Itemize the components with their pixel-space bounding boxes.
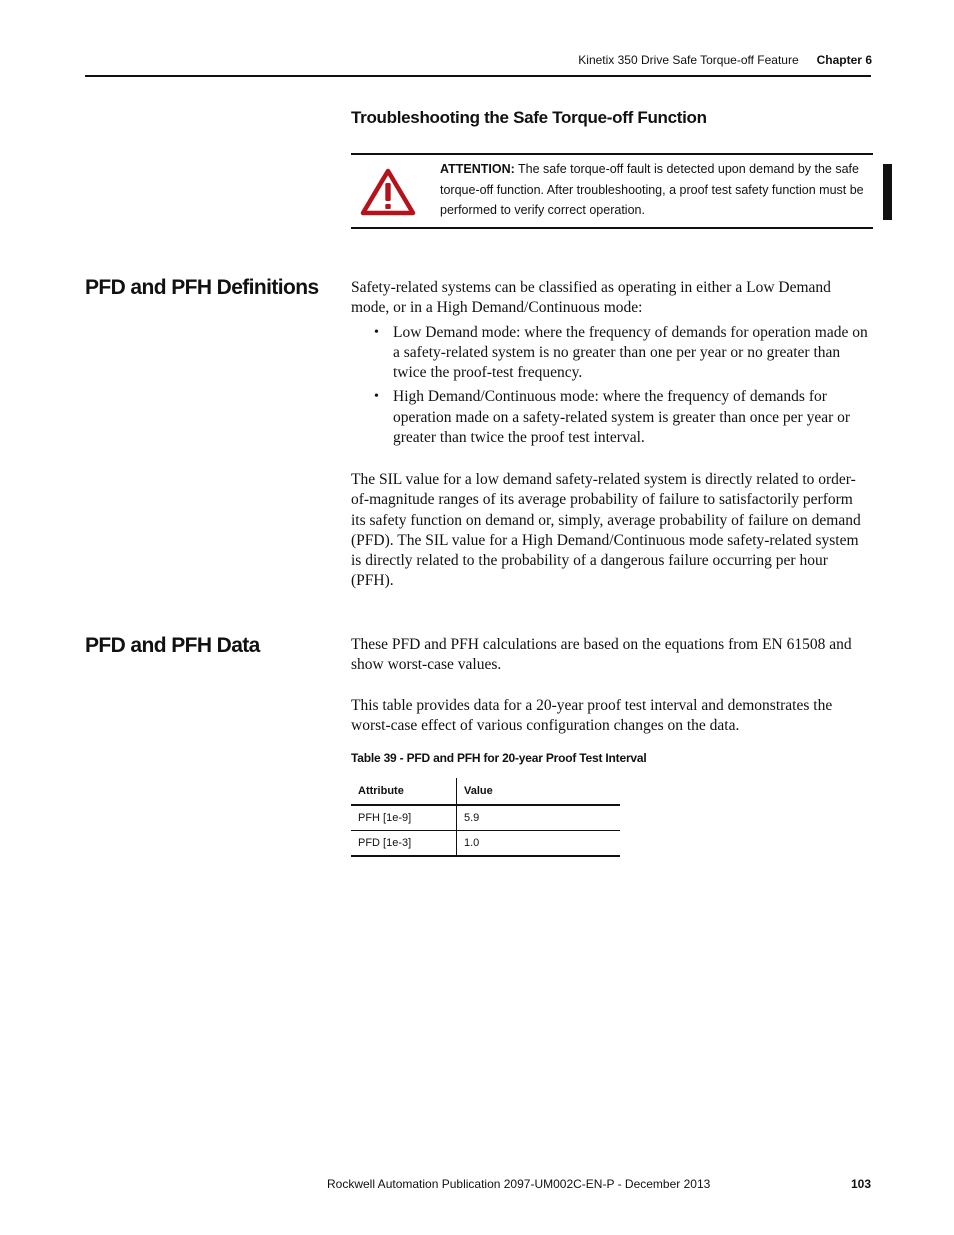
- table-row: [351, 805, 620, 831]
- attention-box-top-rule: [351, 153, 873, 155]
- attention-message: [440, 159, 865, 221]
- header-chapter: Chapter 6: [816, 53, 872, 67]
- table-cell-value: 1.0: [457, 831, 621, 857]
- data-paragraph-2: This table provides data for a 20-year proof test interval and demonstrates the worst-case effect of various configuration changes on the data.: [351, 697, 833, 735]
- page-number: 103: [850, 1177, 871, 1191]
- chapter-tab-marker: [883, 164, 892, 220]
- table-header-row: [351, 778, 620, 805]
- table-row: [351, 831, 620, 857]
- column-header-attribute: Attribute: [351, 778, 457, 805]
- definitions-intro: Safety-related systems can be classified as operating in either a Low Demand mode, or in a High Demand/Continuous mode:: [351, 279, 831, 317]
- table-cell-attribute: PFH [1e-9]: [351, 805, 457, 831]
- warning-triangle-icon: [360, 168, 416, 216]
- column-header-value: Value: [457, 778, 621, 805]
- sil-paragraph: The SIL value for a low demand safety-related system is directly related to order-of-magnitude ranges of its average probability of failure to satisfactorily perform its safety function on demand or, simply, average probability of failure on demand (PFD). The SIL value for a High Demand/Continuous mode safety-related system is directly related to the probability of a dangerous failure occurring per hour (PFH).: [351, 471, 861, 590]
- data-heading: PFD and PFH Data: [85, 634, 260, 657]
- definitions-body: [351, 278, 871, 452]
- attention-box-bottom-rule: [351, 227, 873, 229]
- definitions-heading: PFD and PFH Definitions: [85, 276, 319, 299]
- header-rule: [85, 75, 871, 77]
- running-header: [578, 53, 872, 67]
- list-item: • Low Demand mode: where the frequency of demands for operation made on a safety-related system is no greater than one per year or no greater than twice the proof-test frequency.: [393, 323, 871, 384]
- data-paragraph-1: These PFD and PFH calculations are based on the equations from EN 61508 and show worst-case values.: [351, 636, 852, 674]
- table-cell-attribute: PFD [1e-3]: [351, 831, 457, 857]
- list-item: • High Demand/Continuous mode: where the frequency of demands for operation made on a safety-related system is greater than once per year or greater than twice the proof test interval.: [393, 387, 871, 448]
- attention-label: ATTENTION:: [440, 162, 515, 176]
- attention-text: The safe torque-off fault is detected upon demand by the safe torque-off function. After troubleshooting, a proof test safety function must be performed to verify correct operation.: [440, 162, 864, 217]
- table-cell-value: 5.9: [457, 805, 621, 831]
- mode-list: [351, 323, 871, 449]
- troubleshooting-heading: Troubleshooting the Safe Torque-off Function: [351, 108, 707, 127]
- header-title: Kinetix 350 Drive Safe Torque-off Feature: [578, 53, 799, 67]
- table-caption: Table 39 - PFD and PFH for 20-year Proof Test Interval: [351, 751, 647, 765]
- pfd-pfh-table: [351, 778, 620, 857]
- footer-publication: Rockwell Automation Publication 2097-UM002C-EN-P - December 2013: [327, 1177, 711, 1191]
